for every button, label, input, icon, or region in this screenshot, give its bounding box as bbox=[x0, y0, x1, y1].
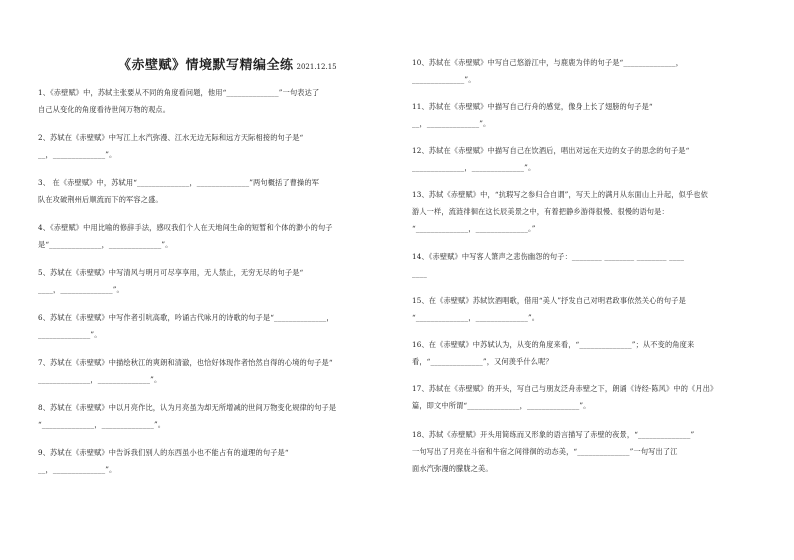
question-line: __，______________”。 bbox=[38, 465, 117, 474]
question-line: 8、苏轼在《赤壁赋》中以月亮作比，认为月亮虽为却无所增减的世间万物变化规律的句子是 bbox=[38, 403, 337, 412]
question-item bbox=[38, 174, 394, 208]
question-line: ______________，______________”。 bbox=[412, 163, 536, 172]
question-line: 2、苏轼在《赤壁赋》中写江上水汽弥漫、江水无边无际和远方天际相接的句子是“ bbox=[38, 133, 304, 142]
question-line: 13、苏轼《赤壁赋》中，“抗瑕写之参归合自谓”，写天上的满月从东面山上升起，似乎也依 bbox=[412, 190, 708, 199]
question-item bbox=[412, 380, 768, 414]
question-item bbox=[38, 444, 394, 478]
question-line: “______________，______________”。 bbox=[38, 420, 166, 429]
question-line: 1、《赤壁赋》中，苏轼主张要从不同的角度看问题，他用“______________”一句表达了 bbox=[38, 88, 320, 97]
question-item bbox=[412, 292, 768, 326]
question-item bbox=[412, 426, 768, 477]
question-item bbox=[38, 264, 394, 298]
question-line: 面水汽弥漫的朦胧之美。 bbox=[412, 464, 493, 473]
question-line: __，______________”。 bbox=[38, 150, 117, 159]
question-line: 9、苏轼在《赤壁赋》中告诉我们别人的东西虽小也不能占有的道理的句子是“ bbox=[38, 448, 289, 457]
question-line: __，______________”。 bbox=[412, 119, 491, 128]
question-line: 自己从变化的角度看待世间万物的观点。 bbox=[38, 105, 171, 114]
question-line: 6、苏轼在《赤壁赋》中写作者引吭高歌，吟诵古代咏月的诗歌的句子是“______________， bbox=[38, 313, 334, 322]
question-line: 3、 在《赤壁赋》中，苏轼用“______________，______________”两句概括了曹操的军 bbox=[38, 178, 320, 187]
question-line: 7、苏轼在《赤壁赋》中描绘秋江的爽朗和清澈，也恰好体现作者怡然自得的心境的句子是“ bbox=[38, 358, 333, 367]
question-line: 16、在《赤壁赋》中苏轼认为，从变的角度来看，“______________”；从不变的角度来 bbox=[412, 340, 695, 349]
question-line: 游人一样，流涟徘徊在这长辰美景之中，有着把静乡游得很慢、很慢的语句是： bbox=[412, 207, 669, 216]
question-line: “______________，______________”。 bbox=[412, 313, 540, 322]
question-line: 5、苏轼在《赤壁赋》中写清风与明月可尽享享用，无人禁止，无穷无尽的句子是“ bbox=[38, 268, 304, 277]
question-item bbox=[412, 336, 768, 370]
question-item bbox=[38, 84, 394, 118]
question-item bbox=[38, 129, 394, 163]
question-item bbox=[412, 248, 768, 282]
question-item bbox=[38, 399, 394, 433]
question-line: 一句写出了月亮在斗宿和牛宿之间徘徊的动态美，“______________”一句写出了江 bbox=[412, 447, 678, 456]
question-item bbox=[38, 309, 394, 343]
question-item bbox=[412, 142, 768, 176]
question-line: ______________”。 bbox=[38, 330, 102, 339]
question-item bbox=[412, 98, 768, 132]
question-line: 14、《赤壁赋》中写客人箫声之悲伤幽怨的句子：________ ________ ________ ____ bbox=[412, 252, 685, 261]
question-item bbox=[38, 219, 394, 253]
question-line: ______________，______________”。 bbox=[38, 375, 162, 384]
question-line: 队在攻破荆州后顺流而下的军容之盛。 bbox=[38, 195, 163, 204]
question-line: 15、在《赤壁赋》苏轼饮酒唱歌，借用“美人”抒发自己对明君政事依然关心的句子是 bbox=[412, 296, 686, 305]
title-row bbox=[118, 54, 337, 73]
question-line: 10、苏轼在《赤壁赋》中写自己悠游江中，与鹿鹿为伴的句子是“______________， bbox=[412, 58, 684, 67]
question-line: 是“______________，______________”。 bbox=[38, 240, 173, 249]
question-line: 篇，即文中所谓“______________，______________”。 bbox=[412, 401, 591, 410]
question-line: 12、苏轼在《赤壁赋》中描写自己在饮酒后，唱出对远在天边的女子的思念的句子是“ bbox=[412, 146, 690, 155]
question-line: “______________，______________。” bbox=[412, 224, 536, 233]
question-line: 17、苏轼在《赤壁赋》的开头，写自己与朋友泛舟赤壁之下，朗诵《诗经·陈风》中的《月出》 bbox=[412, 384, 718, 393]
question-line: 看，“______________”，又何羡乎什么呢？ bbox=[412, 357, 553, 366]
question-item bbox=[412, 186, 768, 237]
question-line: 4、《赤壁赋》中用比喻的修辞手法，感叹我们个人在天地间生命的短暂和个体的渺小的句子 bbox=[38, 223, 333, 232]
question-line: ____ bbox=[412, 269, 427, 278]
question-line: 11、苏轼在《赤壁赋》中描写自己行舟的感觉，像身上长了翅膀的句子是“ bbox=[412, 102, 653, 111]
page-title: 《赤壁赋》情境默写精编全练 bbox=[118, 58, 294, 73]
question-line: 18、苏轼《赤壁赋》开头用简练而又形象的语言描写了赤壁的夜景，“______________” bbox=[412, 430, 695, 439]
question-line: ______________”。 bbox=[412, 75, 476, 84]
question-item bbox=[412, 54, 768, 88]
question-line: ____，______________”。 bbox=[38, 285, 124, 294]
title-date: 2021.12.15 bbox=[296, 63, 337, 71]
question-item bbox=[38, 354, 394, 388]
